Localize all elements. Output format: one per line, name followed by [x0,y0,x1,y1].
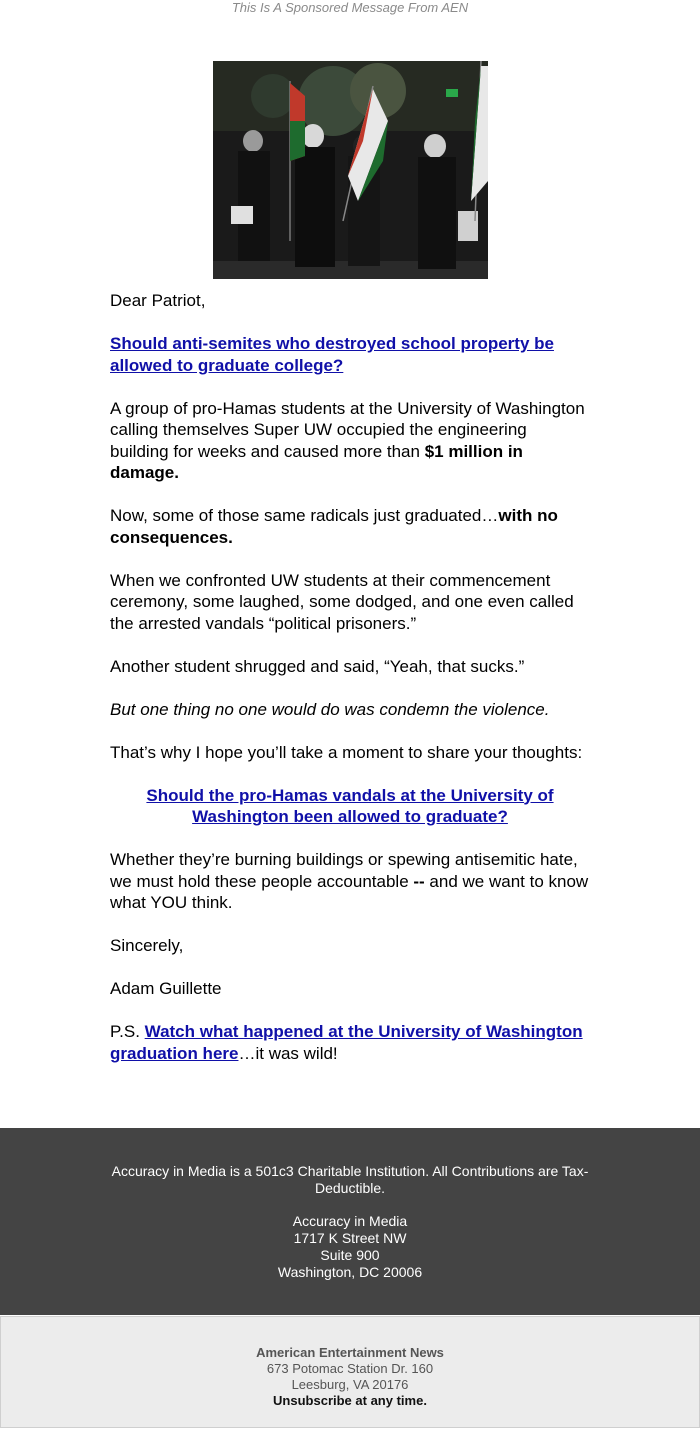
damage-amount: $1 million in damage. [110,441,523,482]
accountable-text-2: and we want to know what YOU think. [110,871,589,912]
aim-org-name: Accuracy in Media [292,1213,408,1229]
tax-disclaimer: Accuracy in Media is a 501c3 Charitable Institution. All Contributions are Tax-Deductible. [111,1163,589,1196]
ps-prefix: P.S. [110,1022,145,1041]
paragraph-share: That’s why I hope you’ll take a moment to share your thoughts: [110,742,583,762]
ps-suffix: …it was wild! [238,1043,338,1063]
closing: Sincerely, [110,936,184,955]
postscript [110,1021,590,1064]
paragraph-occupation [110,398,590,484]
no-consequences: with no consequences. [110,506,558,547]
aen-city: Leesburg, VA 20176 [291,1377,409,1392]
greeting: Dear Patriot, [110,291,206,310]
accountable-dash: -- [413,871,425,891]
headline [110,333,590,376]
paragraph-shrugged: Another student shrugged and said, “Yeah, that sucks.” [110,656,525,676]
paragraph-graduated [110,505,590,548]
paragraph-occupation-text: A group of pro-Hamas students at the University of Washington calling themselves Super UW occupied the engineering building for weeks and caused more than [110,398,585,461]
headline-link[interactable]: Should anti-semites who destroyed school property be allowed to graduate college? [110,334,554,375]
signature: Adam Guillette [110,979,222,998]
accountable-text-1: Whether they’re burning buildings or spewing antisemitic hate, we must hold these people accountable [110,850,578,891]
ps-video-link[interactable]: Watch what happened at the University of Washington graduation here [110,1022,583,1063]
sponsored-note: This Is A Sponsored Message From AEN [231,0,469,15]
condemn-italic: But one thing no one would do was condemn the violence. [110,699,550,719]
paragraph-confronted: When we confronted UW students at their commencement ceremony, some laughed, some dodged, and one even called the arrested vandals “political prisoners.” [110,570,574,633]
paragraph-graduated-text: Now, some of those same radicals just graduated… [110,506,499,525]
aen-name: American Entertainment News [256,1345,444,1360]
footer-aim [0,1128,700,1315]
protest-photo-image [213,61,488,279]
paragraph-accountable [110,849,590,914]
unsubscribe-link[interactable]: Unsubscribe at any time. [273,1393,427,1408]
survey-cta [110,785,590,828]
survey-link[interactable]: Should the pro-Hamas vandals at the University of Washington been allowed to graduate? [146,785,554,826]
aen-street: 673 Potomac Station Dr. 160 [266,1361,434,1376]
aim-street: 1717 K Street NW [293,1230,407,1246]
aim-suite: Suite 900 [320,1247,380,1263]
aim-city: Washington, DC 20006 [277,1264,423,1280]
paragraph-condemn [110,699,590,721]
email-body [110,290,590,1064]
footer-aen [0,1316,700,1428]
protest-photo[interactable] [213,61,488,279]
